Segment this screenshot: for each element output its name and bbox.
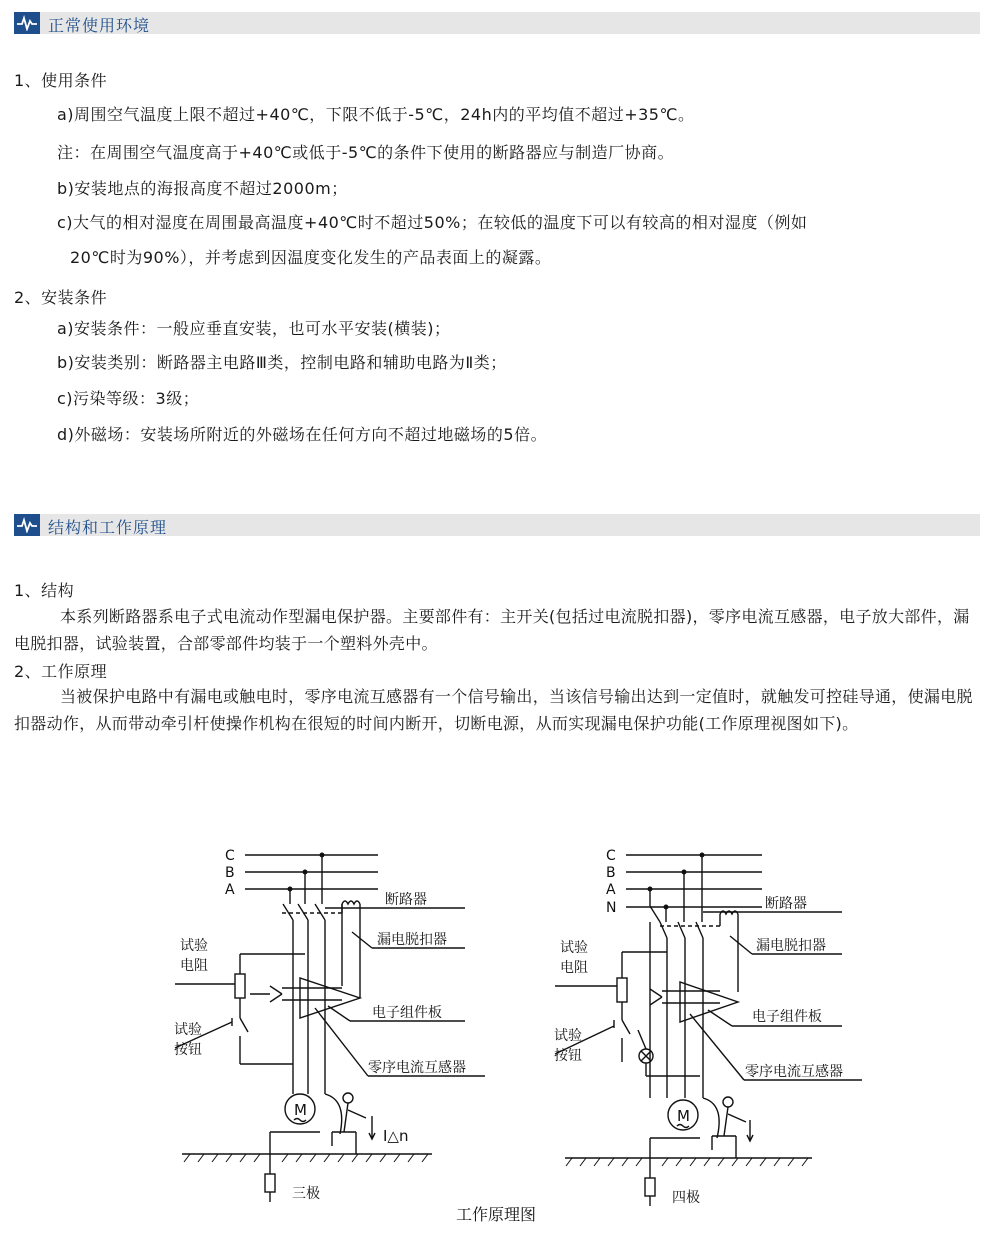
diagram-four-pole bbox=[554, 848, 862, 1206]
diagram-three-pole bbox=[174, 848, 485, 1202]
label-test-button: 试验 bbox=[554, 1028, 582, 1044]
section-header-environment bbox=[14, 12, 980, 34]
list-item: d)外磁场：安装场所附近的外磁场在任何方向不超过地磁场的5倍。 bbox=[57, 425, 548, 444]
section-title: 正常使用环境 bbox=[48, 16, 151, 35]
heading-install-conditions: 2、安装条件 bbox=[14, 288, 108, 307]
label-test-button: 按钮 bbox=[174, 1042, 202, 1058]
paragraph-structure: 本系列断路器系电子式电流动作型漏电保护器。主要部件有：主开关(包括过电流脱扣器)，零序电流互感器，电子放大部件，漏电脱扣器，试验装置，合部零部件均装于一个塑料外壳中。 bbox=[14, 607, 970, 653]
phase-label: C bbox=[606, 848, 616, 864]
label-breaker: 断路器 bbox=[765, 896, 807, 912]
phase-label: C bbox=[225, 848, 235, 864]
list-item: c)大气的相对湿度在周围最高温度+40℃时不超过50%；在较低的温度下可以有较高的相对湿度（例如 bbox=[57, 213, 808, 232]
list-item: b)安装类别：断路器主电路Ⅲ类，控制电路和辅助电路为Ⅱ类； bbox=[57, 353, 507, 372]
heading-usage-conditions: 1、使用条件 bbox=[14, 71, 108, 90]
list-item: 注：在周围空气温度高于+40℃或低于-5℃的条件下使用的断路器应与制造厂协商。 bbox=[57, 143, 675, 162]
label-test-resistor: 试验 bbox=[560, 940, 588, 956]
motor-label: M bbox=[677, 1107, 690, 1125]
phase-label: B bbox=[225, 865, 235, 881]
label-ct: 零序电流互感器 bbox=[745, 1064, 843, 1080]
phase-label: A bbox=[225, 882, 235, 898]
label-poles: 四极 bbox=[672, 1190, 700, 1206]
label-poles: 三极 bbox=[292, 1186, 320, 1202]
label-trip: 漏电脱扣器 bbox=[377, 932, 447, 948]
list-item: b)安装地点的海报高度不超过2000m； bbox=[57, 179, 348, 198]
phase-label: B bbox=[606, 865, 616, 881]
label-test-resistor: 电阻 bbox=[180, 958, 208, 974]
diagram-caption: 工作原理图 bbox=[456, 1205, 537, 1224]
heading-principle: 2、工作原理 bbox=[14, 662, 108, 681]
pulse-icon bbox=[14, 514, 40, 536]
paragraph-principle: 当被保护电路中有漏电或触电时，零序电流互感器有一个信号输出，当该信号输出达到一定值时，就触发可控硅导通，使漏电脱扣器动作，从而带动牵引杆使操作机构在很短的时间内断开，切断电源，从而实现漏电保护功能(工作原理视图如下)。 bbox=[14, 687, 973, 733]
phase-label: A bbox=[606, 882, 616, 898]
leak-current-label: I△n bbox=[383, 1127, 409, 1145]
label-test-button: 按钮 bbox=[554, 1048, 582, 1064]
label-breaker: 断路器 bbox=[385, 892, 427, 908]
list-item: 20℃时为90%），并考虑到因温度变化发生的产品表面上的凝露。 bbox=[70, 248, 552, 267]
motor-label: M bbox=[294, 1101, 307, 1119]
label-trip: 漏电脱扣器 bbox=[756, 938, 826, 954]
list-item: c)污染等级：3级； bbox=[57, 389, 200, 408]
pulse-icon bbox=[14, 12, 40, 34]
list-item: a)周围空气温度上限不超过+40℃，下限不低于-5℃，24h内的平均值不超过+35℃。 bbox=[57, 105, 695, 124]
working-principle-diagram bbox=[0, 836, 1000, 1236]
label-test-resistor: 试验 bbox=[180, 938, 208, 954]
phase-label: N bbox=[606, 900, 617, 916]
heading-structure: 1、结构 bbox=[14, 581, 75, 600]
label-test-button: 试验 bbox=[174, 1022, 202, 1038]
label-board: 电子组件板 bbox=[372, 1005, 442, 1021]
label-board: 电子组件板 bbox=[752, 1009, 822, 1025]
label-test-resistor: 电阻 bbox=[560, 960, 588, 976]
section-header-structure bbox=[14, 514, 980, 536]
list-item: a)安装条件：一般应垂直安装，也可水平安装(横装)； bbox=[57, 319, 451, 338]
label-ct: 零序电流互感器 bbox=[368, 1060, 466, 1076]
section-title: 结构和工作原理 bbox=[48, 518, 168, 537]
